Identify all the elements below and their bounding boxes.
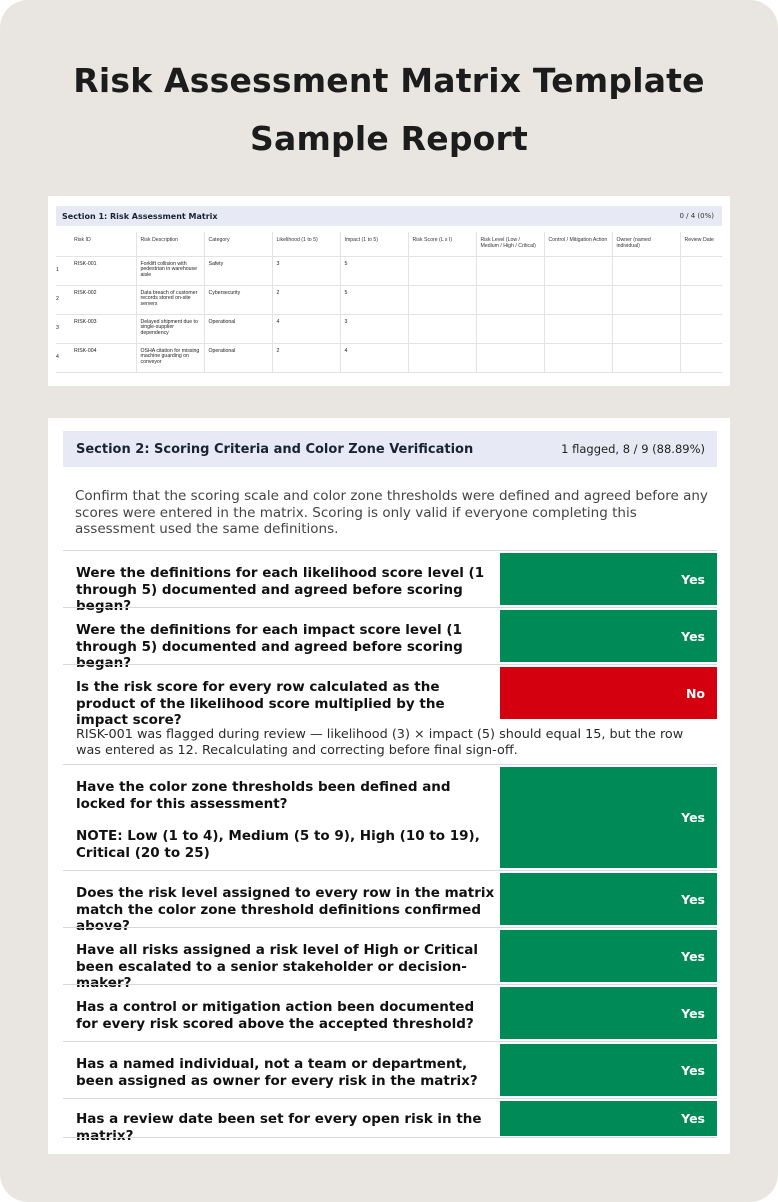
table-row [56,285,722,314]
page-title-line2: Sample Report [250,119,528,158]
question-row [63,984,717,1041]
question-row [63,927,717,991]
page-title-line1: Risk Assessment Matrix Template [73,61,705,100]
section1-title: Section 1: Risk Assessment Matrix [62,211,218,221]
risk-score-cell[interactable] [408,285,476,314]
question-row [63,664,717,764]
question-text: Has a review date been set for every open risk in the matrix? [76,1111,482,1144]
risk-id-cell[interactable]: RISK-002 [70,285,136,314]
section1-card [48,196,730,386]
matrix-header-cell: Impact (1 to 5) [340,232,408,256]
impact-cell[interactable]: 5 [340,285,408,314]
category-cell[interactable]: Operational [204,314,272,343]
control-action-cell[interactable] [544,343,612,372]
answer-no-badge[interactable]: No [500,667,717,719]
risk-description-cell[interactable]: Data breach of customer records stored on-site servers [136,285,204,314]
row-number: 3 [56,314,70,343]
section2-card [48,418,730,1154]
answer-yes-badge[interactable]: Yes [500,1044,717,1096]
section2-header [63,431,717,467]
page-title [0,52,778,168]
matrix-header-cell: Risk Description [136,232,204,256]
risk-score-cell[interactable] [408,343,476,372]
impact-cell[interactable]: 3 [340,314,408,343]
question-text: Have the color zone thresholds been defined and locked for this assessment? [76,779,451,812]
table-row [56,256,722,285]
impact-cell[interactable]: 5 [340,256,408,285]
risk-id-cell[interactable]: RISK-003 [70,314,136,343]
flag-note: RISK-001 was flagged during review — likelihood (3) × impact (5) should equal 15, but the row was entered as 12. Recalculating and correcting before final sign-off. [76,727,684,758]
answer-yes-badge[interactable]: Yes [500,767,717,868]
matrix-header-cell: Category [204,232,272,256]
risk-level-cell[interactable] [476,285,544,314]
question-text: Has a named individual, not a team or department, been assigned as owner for every risk in the matrix? [76,1056,478,1089]
owner-cell[interactable] [612,285,680,314]
risk-description-cell[interactable]: Forklift collision with pedestrian in warehouse aisle [136,256,204,285]
matrix-header-cell: Likelihood (1 to 5) [272,232,340,256]
risk-id-cell[interactable]: RISK-004 [70,343,136,372]
owner-cell[interactable] [612,314,680,343]
row-number: 2 [56,285,70,314]
likelihood-cell[interactable]: 3 [272,256,340,285]
section2-progress: 1 flagged, 8 / 9 (88.89%) [561,442,705,456]
question-note: NOTE: Low (1 to 4), Medium (5 to 9), High (10 to 19), Critical (20 to 25) [76,828,480,861]
question-text: Does the risk level assigned to every row in the matrix match the color zone threshold definitions confirmed above? [76,885,495,934]
likelihood-cell[interactable]: 2 [272,285,340,314]
question-row [63,607,717,671]
likelihood-cell[interactable]: 2 [272,343,340,372]
answer-yes-badge[interactable]: Yes [500,1101,717,1136]
section2-title: Section 2: Scoring Criteria and Color Zone Verification [76,441,474,457]
section1-header [56,206,722,226]
review-date-cell[interactable] [680,285,722,314]
category-cell[interactable]: Cybersecurity [204,285,272,314]
question-row [63,550,717,614]
section1-progress: 0 / 4 (0%) [679,212,714,220]
matrix-header-cell: Owner (named individual) [612,232,680,256]
risk-id-cell[interactable]: RISK-001 [70,256,136,285]
question-text: Were the definitions for each impact score level (1 through 5) documented and agreed before scoring began? [76,622,463,671]
matrix-header-rownum [56,232,70,256]
matrix-header-cell: Risk Score (L x I) [408,232,476,256]
control-action-cell[interactable] [544,256,612,285]
question-row [63,1098,717,1144]
row-number: 4 [56,343,70,372]
divider [63,1137,717,1138]
question-row [63,870,717,934]
question-text: Has a control or mitigation action been documented for every risk scored above the accepted threshold? [76,999,475,1032]
answer-yes-badge[interactable]: Yes [500,930,717,982]
category-cell[interactable]: Safety [204,256,272,285]
row-number: 1 [56,256,70,285]
question-text: Were the definitions for each likelihood score level (1 through 5) documented and agreed before scoring began? [76,565,485,614]
review-date-cell[interactable] [680,314,722,343]
table-row [56,343,722,372]
impact-cell[interactable]: 4 [340,343,408,372]
risk-score-cell[interactable] [408,256,476,285]
control-action-cell[interactable] [544,285,612,314]
risk-level-cell[interactable] [476,314,544,343]
matrix-header-cell: Risk ID [70,232,136,256]
question-text: Is the risk score for every row calculated as the product of the likelihood score multiplied by the impact score? [76,679,445,728]
section2-intro: Confirm that the scoring scale and color zone thresholds were defined and agreed before any scores were entered in the matrix. Scoring is only valid if everyone completing this assessment used the same definitions. [75,488,708,537]
risk-description-cell[interactable]: OSHA citation for missing machine guarding on conveyor [136,343,204,372]
likelihood-cell[interactable]: 4 [272,314,340,343]
matrix-header-row [56,232,722,256]
risk-matrix-table [56,232,722,373]
owner-cell[interactable] [612,256,680,285]
answer-yes-badge[interactable]: Yes [500,610,717,662]
review-date-cell[interactable] [680,343,722,372]
answer-yes-badge[interactable]: Yes [500,553,717,605]
table-row [56,314,722,343]
matrix-header-cell: Review Date [680,232,722,256]
owner-cell[interactable] [612,343,680,372]
review-date-cell[interactable] [680,256,722,285]
question-row [63,764,717,870]
category-cell[interactable]: Operational [204,343,272,372]
matrix-header-cell: Control / Mitigation Action [544,232,612,256]
risk-score-cell[interactable] [408,314,476,343]
answer-yes-badge[interactable]: Yes [500,987,717,1039]
matrix-header-cell: Risk Level (Low / Medium / High / Critical) [476,232,544,256]
question-text: Have all risks assigned a risk level of High or Critical been escalated to a senior stakeholder or decision-maker? [76,942,479,991]
risk-level-cell[interactable] [476,343,544,372]
question-row [63,1041,717,1098]
risk-level-cell[interactable] [476,256,544,285]
risk-description-cell[interactable]: Delayed shipment due to single-supplier dependency [136,314,204,343]
answer-yes-badge[interactable]: Yes [500,873,717,925]
control-action-cell[interactable] [544,314,612,343]
